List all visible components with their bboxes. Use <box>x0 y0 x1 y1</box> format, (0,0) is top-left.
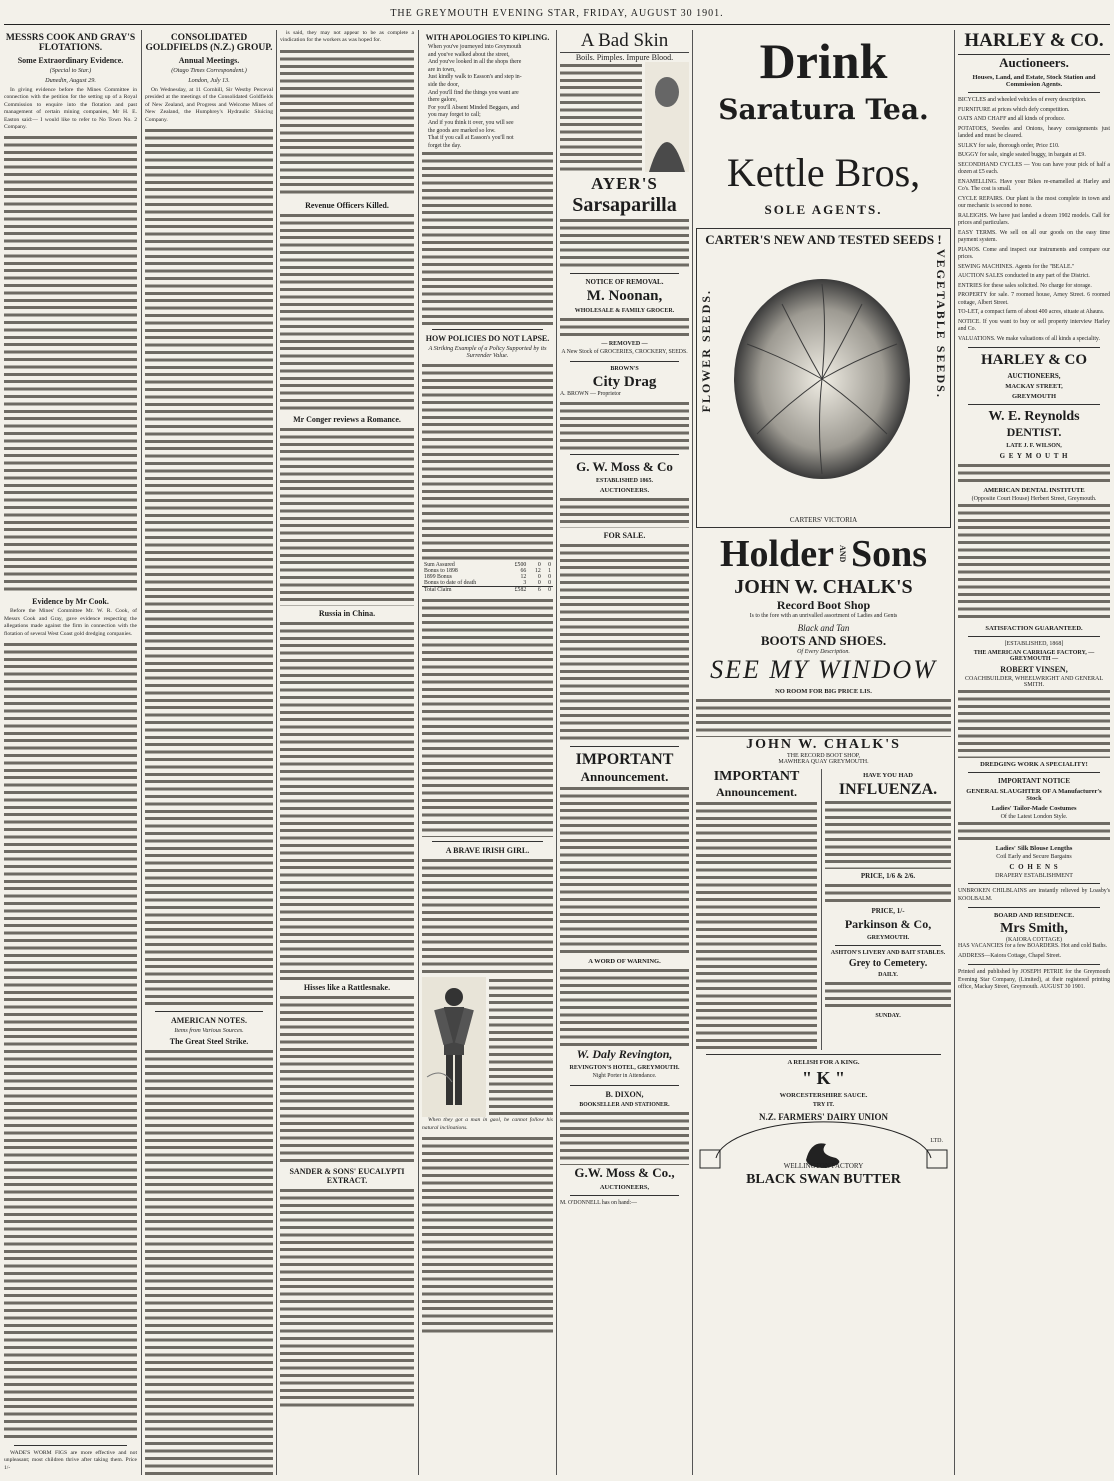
table-row: Sum Assured £500 0 0 <box>424 562 551 569</box>
column-divider <box>418 30 419 1475</box>
reynolds-gey: G E Y M O U T H <box>999 452 1069 460</box>
separator <box>968 347 1100 348</box>
kaiora: (KAIORA COTTAGE) <box>1005 937 1062 943</box>
silk-blouse: Ladies' Silk Blouse Lengths <box>995 845 1073 852</box>
section-heading: HOW POLICIES DO NOT LAPSE. <box>425 334 550 344</box>
section-heading: Evidence by Mr Cook. <box>32 597 109 607</box>
poem-line: are in town, <box>428 66 456 73</box>
list-item: SULKY for sale, thorough order, Price £10. <box>958 142 1060 149</box>
removal-heading: NOTICE OF REMOVAL. <box>585 278 664 286</box>
ad-body <box>958 502 1110 622</box>
vinsen-subtitle: COACHBUILDER, WHEELWRIGHT AND GENERAL SMITH. <box>965 676 1103 688</box>
article-title: CONSOLIDATED GOLDFIELDS (N.Z.) GROUP. <box>145 33 273 53</box>
important-notice: IMPORTANT NOTICE <box>997 777 1071 785</box>
article-title: MESSRS COOK AND GRAY'S FLOTATIONS. <box>5 33 136 53</box>
worcester: WORCESTERSHIRE SAUCE. <box>779 1091 868 1099</box>
column-divider <box>276 30 277 1475</box>
harley2-subtitle: AUCTIONEERS, <box>1007 372 1061 380</box>
article-body <box>4 641 137 1441</box>
harley2-mackay: MACKAY STREET, <box>1005 383 1063 390</box>
list-item: FURNITURE at prices which defy competition. <box>958 106 1070 113</box>
butter-brand: BLACK SWAN BUTTER <box>746 1171 901 1187</box>
separator <box>570 1085 679 1086</box>
no-room: NO ROOM FOR BIG PRICE LIS. <box>775 687 872 695</box>
claim-table <box>422 562 553 593</box>
ad-body <box>560 496 689 528</box>
table-row: Bonus to 1898 66 12 1 <box>424 568 551 575</box>
poem-title: WITH APOLOGIES TO KIPLING. <box>425 33 550 42</box>
ashtons-title: ASHTON'S LIVERY AND BAIT STABLES. <box>830 949 946 956</box>
cohens: C O H E N S <box>1009 863 1059 871</box>
section-heading: Mr Conger reviews a Romance. <box>293 414 401 424</box>
article-body <box>422 597 553 837</box>
moss-established: ESTABLISHED 1865. <box>596 478 653 484</box>
ayers-subtitle: Sarsaparilla <box>572 194 677 216</box>
carriage-factory: THE AMERICAN CARRIAGE FACTORY, — GREYMOUTH — <box>973 650 1095 662</box>
table-row: Bonus to date of death 3 0 0 <box>424 580 551 587</box>
poem-continued <box>422 150 553 325</box>
column-4 <box>422 30 553 1475</box>
drink-headline: Drink <box>759 33 888 89</box>
harley2-greymouth: GREYMOUTH <box>1011 393 1057 400</box>
separator <box>706 1054 941 1055</box>
daly-title: W. Daly Revington, <box>576 1047 673 1061</box>
vinsen-title: ROBERT VINSEN, <box>1000 665 1068 674</box>
chalk2-address: MAWHERA QUAY GREYMOUTH. <box>778 758 869 765</box>
section-heading: The Great Steel Strike. <box>169 1037 249 1047</box>
warning-heading: A WORD OF WARNING. <box>588 958 661 965</box>
board-heading: BOARD AND RESIDENCE. <box>994 912 1074 919</box>
section-heading: SANDER & SONS' EUCALYPTI EXTRACT. <box>289 1166 405 1185</box>
article-special: (Otago Times Correspondent.) <box>171 67 247 74</box>
poem-line: the goods are marked so low. <box>428 127 496 134</box>
important-repeat: IMPORTANT <box>713 768 800 784</box>
poem-line: Just kindly walk to Easson's and step in- <box>428 74 522 81</box>
price-one: PRICE, 1/- <box>871 906 905 915</box>
list-item: EASY TERMS. We sell on all our goods on the easy time payment system. <box>958 229 1110 243</box>
moss2-subtitle: AUCTIONEERS, <box>599 1183 650 1191</box>
poem-line: For you'll Absent Minded Beggars, and <box>428 104 520 111</box>
ad-body <box>560 400 689 450</box>
city-drag-pre: BROWN'S <box>610 365 639 372</box>
sunday-label: SUNDAY. <box>875 1012 901 1019</box>
dredging: DREDGING WORK A SPECIALITY! <box>980 761 1088 768</box>
separator <box>968 636 1100 637</box>
sons-word: Sons <box>850 533 928 575</box>
separator <box>968 883 1100 884</box>
ad-body <box>560 785 689 955</box>
article-body <box>280 212 414 412</box>
holder-and: AND <box>837 545 847 563</box>
bad-skin-subtitle: Boils. Pimples. Impure Blood. <box>575 53 674 62</box>
kettle-headline: Kettle Bros, <box>726 150 921 195</box>
london-style: Of the Latest London Style. <box>1000 814 1068 820</box>
poem-line: there galore, <box>428 97 457 104</box>
chalk-black-tan: Black and Tan <box>797 622 850 633</box>
holder-sons-headline <box>696 534 951 574</box>
drapery: DRAPERY ESTABLISHMENT <box>995 873 1073 879</box>
chalk-desc: Is to the fore with an unrivalled assortment of Ladies and Gents <box>749 613 898 619</box>
list-item: SECONDHAND CYCLES — You can have your pick of half a dozen at £5 each. <box>958 161 1110 175</box>
flower-seeds-label: FLOWER SEEDS. <box>699 289 713 413</box>
important-ad <box>696 769 817 1050</box>
article-special: (Special to Star.) <box>49 67 92 74</box>
article-body <box>280 994 414 1164</box>
moss-title: G. W. Moss & Co <box>576 459 673 474</box>
section-heading: Revenue Officers Killed. <box>305 200 389 210</box>
list-item: BICYCLES and wheeled vehicles of every description. <box>958 97 1087 103</box>
sole-agents: SOLE AGENTS. <box>764 202 883 217</box>
for-sale-list <box>560 542 689 742</box>
moss-auctioneers: AUCTIONEERS. <box>599 487 650 494</box>
list-item: PROPERTY for sale. 7 roomed house, Arney Street. 6 roomed cottage, Albert Street. <box>958 292 1110 306</box>
article-paragraph: is said, they may not appear to be as complete a vindication for the workers as was hoped for. <box>280 30 414 44</box>
ad-body <box>696 697 951 737</box>
list-item: RALEIGHS. We have just landed a dozen 1902 models. Call for prices and particulars. <box>958 212 1110 226</box>
separator <box>432 841 543 842</box>
bad-skin-body <box>560 62 689 172</box>
noonan-subtitle: WHOLESALE & FAMILY GROCER. <box>574 308 675 314</box>
article-subtitle: Some Extraordinary Evidence. <box>17 56 124 65</box>
separator <box>570 454 679 455</box>
aster-flower-illustration <box>727 264 917 494</box>
section-heading: Hisses like a Rattlesnake. <box>303 982 391 992</box>
column-divider <box>556 30 557 1475</box>
column-3 <box>280 30 414 1475</box>
poem-line: And if you think it over, you will see <box>428 119 514 126</box>
article-body <box>280 1187 414 1407</box>
butter-ltd: LTD. <box>930 1137 943 1144</box>
odonnell-line: M. O'DONNELL has on hand:— <box>560 1199 637 1206</box>
smith-title: Mrs Smith, <box>1000 921 1068 936</box>
harley-auctioneers: Auctioneers. <box>999 55 1069 70</box>
poem-line: forget the day. <box>428 142 462 149</box>
reynolds-late: LATE J. F. WILSON, <box>1006 443 1062 449</box>
article-body <box>280 426 414 606</box>
ladies-costumes: Ladies' Tailor-Made Costumes <box>991 805 1077 812</box>
poem-line: When you've journeyed into Greymouth <box>428 44 522 50</box>
poem-line: side the door, <box>428 81 460 88</box>
poem-line: you may forget to call; <box>428 112 481 119</box>
list-item: CYCLE REPAIRS. Our plant is the most complete in town and our mechanic is second to none. <box>958 195 1110 209</box>
american-subtitle: (Opposite Court House) Herbert Street, Greymouth. <box>971 496 1097 502</box>
separator <box>968 404 1100 405</box>
new-stock: A New Stock of GROCERIES, CROCKERY, SEEDS. <box>561 349 688 355</box>
list-item: ENTRIES for these sales solicited. No charge for storage. <box>958 282 1092 289</box>
k-sauce: " K " <box>802 1067 845 1088</box>
ad-body <box>825 799 951 869</box>
noonan-name: M. Noonan, <box>586 288 663 304</box>
try-it: TRY IT. <box>812 1101 835 1108</box>
butter-factory: WELLINGTON FACTORY <box>783 1161 864 1170</box>
ad-body <box>825 980 951 1010</box>
coil-early: Coil Early and Secure Bargains <box>996 854 1072 860</box>
column-divider <box>692 30 693 1475</box>
portrait-illustration <box>645 62 689 172</box>
ad-body <box>560 62 642 172</box>
chalk-every: Of Every Description. <box>797 648 850 655</box>
moss2-title: G.W. Moss & Co., <box>574 1164 675 1180</box>
dixon-subtitle: BOOKSELLER AND STATIONER. <box>579 1101 670 1108</box>
chalk2-subtitle: THE RECORD BOOT SHOP, <box>787 752 860 759</box>
separator <box>570 361 679 362</box>
separator <box>570 746 679 747</box>
ad-worm-figs: WADE'S WORM FIGS are more effective and not unpleasant; most children thrive after taking them. Price 1/- <box>4 1450 137 1471</box>
man-with-tobacco-illustration <box>422 977 486 1117</box>
separator <box>968 907 1100 908</box>
poem-line: And you'll find the things you want are <box>428 89 519 96</box>
butter-top: N.Z. FARMERS' DAIRY UNION <box>759 1111 888 1122</box>
black-swan-butter-ad <box>696 1110 951 1190</box>
masthead: THE GREYMOUTH EVENING STAR, FRIDAY, AUGUST 30 1901. <box>390 8 724 19</box>
article-paragraph: On Wednesday, at 11 Cornhill, Sir Westby Perceval presided at the meetings of the Consolidated Goldfields of New Zealand, and Progress and Welcome Mines of New Zealand, the Humphrey's Hydraulic Sluicing Company. <box>145 87 273 123</box>
article-body <box>422 362 553 562</box>
article-subtitle: Annual Meetings. <box>178 56 240 65</box>
harley-list <box>958 97 1110 343</box>
column-divider <box>954 30 955 1475</box>
relish-heading: A RELISH FOR A KING. <box>787 1058 860 1066</box>
column-1 <box>4 30 137 1475</box>
article-body <box>4 134 137 594</box>
article-body <box>489 977 553 1117</box>
parkinson-subtitle: GREYMOUTH. <box>866 934 910 941</box>
article-body <box>280 48 414 198</box>
separator <box>968 92 1100 93</box>
section-heading: A BRAVE IRISH GIRL. <box>445 846 530 856</box>
separator <box>155 1011 263 1012</box>
chalk-boots: BOOTS AND SHOES. <box>760 632 887 648</box>
harley-houses: Houses, Land, and Estate, Stock Station and Commission Agents. <box>972 74 1096 88</box>
american-title: AMERICAN DENTAL INSTITUTE <box>983 487 1085 494</box>
poem-line: and you've walked about the street, <box>428 51 510 58</box>
daly-subtitle: REVINGTON'S HOTEL, GREYMOUTH. <box>569 1065 680 1071</box>
section-subheading: A Striking Example of a Policy Supported by its Surrender Value. <box>428 345 547 360</box>
saratura-headline: Saratura Tea. <box>718 93 929 126</box>
chalk-title: JOHN W. CHALK'S <box>734 576 913 598</box>
list-item: TO-LET, a compact farm of about 400 acres, situate at Ahaura. <box>958 309 1105 315</box>
table-row: 1899 Bonus 12 0 0 <box>424 574 551 581</box>
reynolds-title: W. E. Reynolds <box>988 409 1080 424</box>
announcement-title: Announcement. <box>580 769 669 784</box>
satisfaction: SATISFACTION GUARANTEED. <box>985 625 1083 632</box>
article-body <box>145 1048 273 1475</box>
section-subheading: Items from Various Sources. <box>174 1027 244 1035</box>
poem <box>422 44 553 150</box>
article-body <box>280 620 414 980</box>
daily-label: DAILY. <box>878 971 898 978</box>
section-heading: AMERICAN NOTES. <box>170 1016 247 1026</box>
bad-skin-title: A Bad Skin <box>560 30 689 53</box>
masthead-rule <box>4 24 1110 25</box>
list-item: NOTICE. If you want to buy or sell property interview Harley and Co. <box>958 318 1110 332</box>
list-item: POTATOES, Swedes and Onions, heavy consignments just landed and must be cleared. <box>958 125 1110 139</box>
list-item: OATS AND CHAFF and all kinds of produce. <box>958 116 1066 122</box>
two-column-ads <box>696 769 951 1050</box>
harley-title: HARLEY & CO. <box>958 30 1110 55</box>
for-sale-heading: FOR SALE. <box>603 531 646 540</box>
carters-seeds-ad <box>696 228 951 528</box>
illustration-block <box>422 977 553 1117</box>
parkinson-title: Parkinson & Co, <box>844 916 932 931</box>
separator <box>968 772 1100 773</box>
list-item: PIANOS. Come and inspect our instruments and compare our prices. <box>958 246 1110 260</box>
poem-line: That if you call at Easson's you'll not <box>428 135 514 142</box>
separator <box>14 1445 127 1446</box>
chalk-subtitle: Record Boot Shop <box>776 598 871 612</box>
established: [ESTABLISHED, 1868] <box>1004 641 1064 647</box>
vacancies: HAS VACANCIES for a few BOARDERS. Hot and cold Baths. <box>958 943 1108 949</box>
ayers-title: AYER'S <box>591 174 658 193</box>
table-total-row: Total Claim £582 6 0 <box>424 587 551 594</box>
article-body <box>145 127 273 1007</box>
night-porter: Night Porter in Attendance. <box>592 1073 657 1079</box>
column-7 <box>958 30 1110 1475</box>
ad-body <box>958 462 1110 484</box>
column-5 <box>560 30 689 1475</box>
flu-title: INFLUENZA. <box>838 780 938 798</box>
flu-pre: HAVE YOU HAD <box>863 771 913 779</box>
article-dateline: Dunedin, August 29. <box>45 77 96 84</box>
separator <box>432 329 543 330</box>
column-6 <box>696 30 951 1475</box>
carters-title: CARTER'S NEW AND TESTED SEEDS ! <box>705 232 942 247</box>
announcement-repeat: Announcement. <box>716 784 798 799</box>
column-2 <box>145 30 273 1475</box>
see-my-window: SEE MY WINDOW <box>710 654 937 684</box>
chalk2-title: JOHN W. CHALK'S <box>746 736 901 752</box>
ad-body <box>560 967 689 1047</box>
article-dateline: London, July 13. <box>188 77 230 84</box>
flu-price: PRICE, 1/6 & 2/6. <box>860 871 916 880</box>
list-item: ENAMELLING. Have your Bikes re-enamelled at Harley and Co's. The cost is small. <box>958 178 1110 192</box>
separator <box>835 945 941 946</box>
list-item: SEWING MACHINES. Agents for the "BEALE." <box>958 263 1075 270</box>
holder-word: Holder <box>719 533 834 575</box>
ad-body <box>560 316 689 338</box>
separator <box>570 273 679 274</box>
reynolds-dentist: DENTIST. <box>1006 425 1062 439</box>
ad-body <box>560 1110 689 1165</box>
section-heading: Russia in China. <box>318 608 376 618</box>
harley2-title: HARLEY & CO <box>980 352 1088 368</box>
ad-body <box>958 820 1110 842</box>
vegetable-seeds-label: VEGETABLE SEEDS. <box>934 249 948 399</box>
illustration-caption: When they got a man in gaol, he cannot follow his natural inclinations. <box>422 1117 553 1131</box>
separator <box>570 1195 679 1196</box>
city-drag-title: City Drag <box>592 373 657 390</box>
removed-label: — REMOVED — <box>601 341 648 347</box>
slaughter: GENERAL SLAUGHTER OF A Manufacturer's Stock <box>966 788 1102 802</box>
dixon-title: B. DIXON, <box>605 1089 644 1099</box>
list-item: AUCTION SALES conducted in any part of the District. <box>958 273 1090 279</box>
address: ADDRESS—Kaiora Cottage, Chapel Street. <box>958 952 1062 959</box>
ad-body <box>560 217 689 269</box>
list-item: BUGGY for sale, single seated buggy, in bargain at £9. <box>958 152 1086 158</box>
list-item: VALUATIONS. We make valuations of all kinds a speciality. <box>958 335 1100 342</box>
column-divider <box>141 30 142 1475</box>
influenza-ad <box>821 769 951 1050</box>
article-body <box>422 857 553 977</box>
chilblains: UNBROKEN CHILBLAINS are instantly relieved by Loasby's KOOLBALM. <box>958 888 1110 902</box>
city-drag-proprietor: A. BROWN — Proprietor <box>560 390 621 397</box>
separator <box>968 964 1100 965</box>
ad-body <box>958 688 1110 758</box>
poem-line: And you've looked in all the shops there <box>428 59 522 66</box>
ad-body <box>825 882 951 904</box>
article-paragraph: In giving evidence before the Mines Committee in connection with the petition for the setting up of a Royal Commission to enquire into the flotation and past management of certain mining companies, Mr H. E. Easton said:— I would like to refer to No Town No. 2 Company. <box>4 87 137 131</box>
ad-body <box>696 800 817 1050</box>
printer-notice: Printed and published by JOSEPH PETRIE for the Greymouth Evening Star Company, (Limited), at their registered printing office, Mackay Street, Greymouth. AUGUST 30 1901. <box>958 969 1110 990</box>
important-title: IMPORTANT <box>575 751 674 768</box>
carters-caption: CARTERS' VICTORIA <box>789 516 858 524</box>
article-body <box>422 1135 553 1335</box>
cemetery-title: Grey to Cemetery. <box>848 957 928 969</box>
article-paragraph: Before the Mines' Committee Mr. W. R. Cook, of Messrs Cook and Gray, gave evidence respecting the allegations made against the firm in connection with the flotation of several West Coast gold dredging companies. <box>4 608 137 637</box>
